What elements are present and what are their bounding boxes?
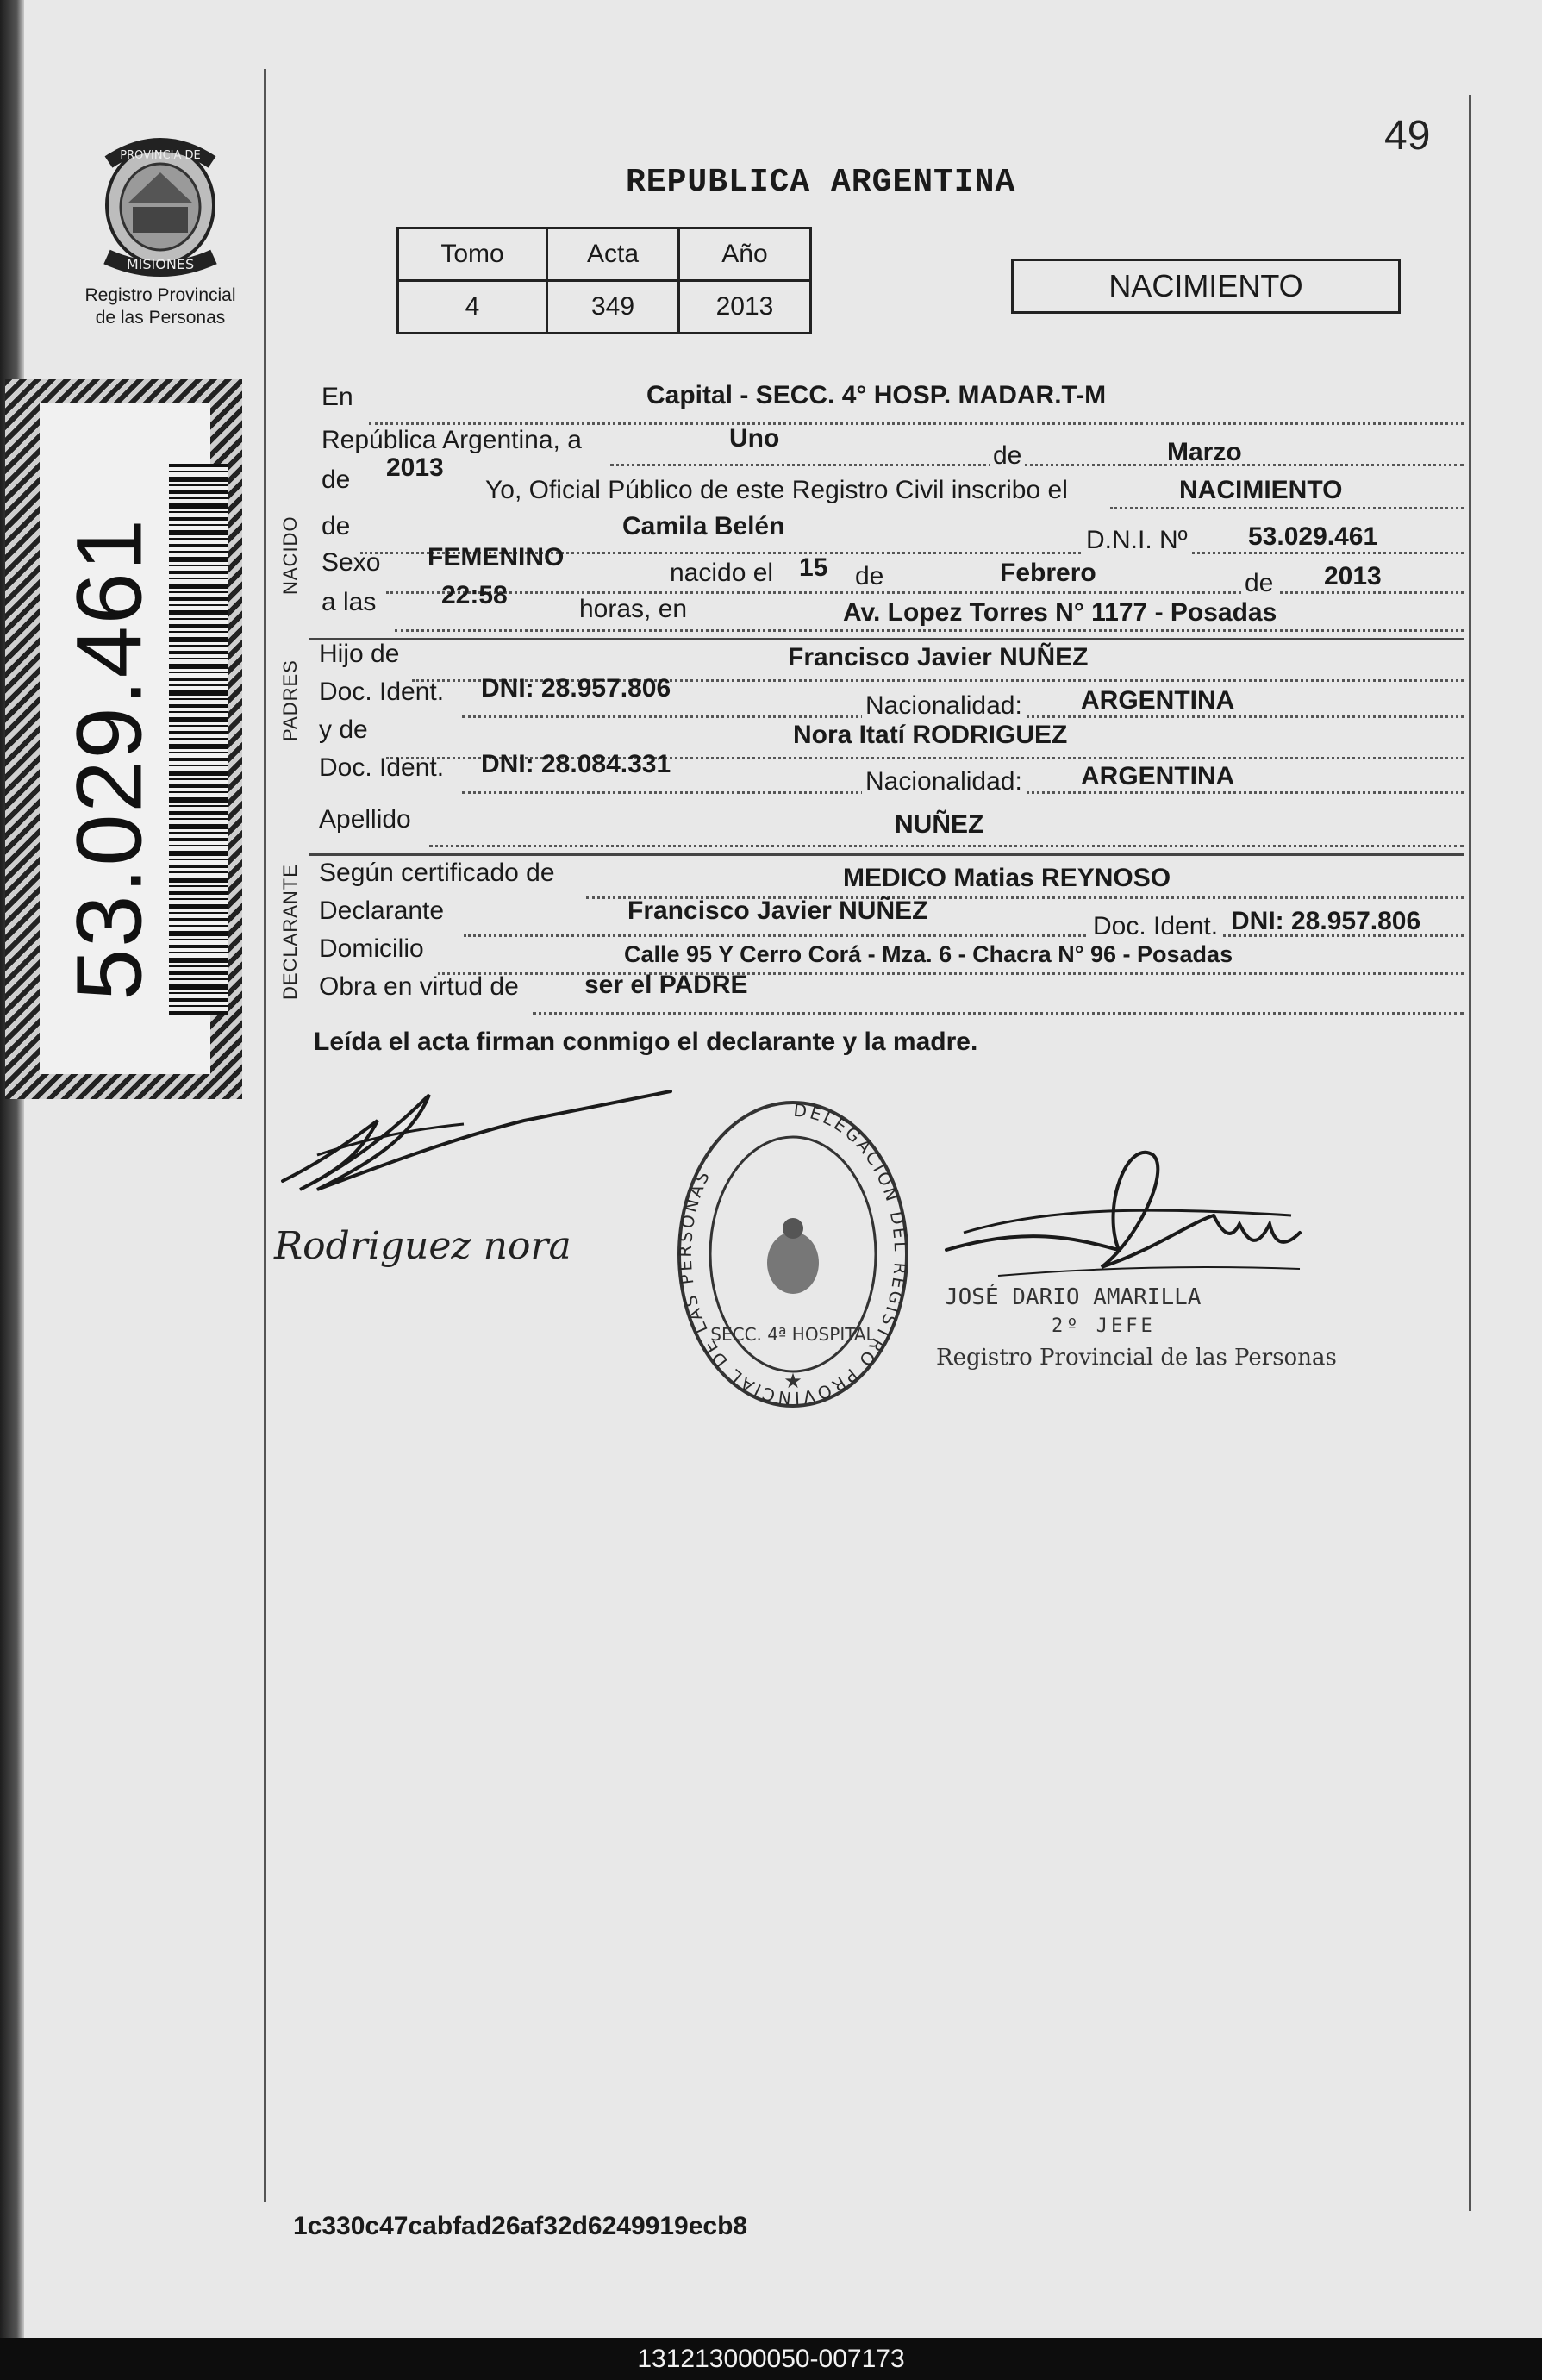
value-apellido: NUÑEZ bbox=[895, 810, 984, 839]
registry-caption-line1: Registro Provincial bbox=[84, 285, 236, 305]
label-nac-madre: Nacionalidad: bbox=[862, 767, 1026, 796]
value-lugar-registro: Capital - SECC. 4° HOSP. MADAR.T-M bbox=[646, 381, 1107, 409]
padres-section-rule bbox=[309, 638, 1464, 640]
value-hora: 22:58 bbox=[441, 581, 508, 609]
value-padre: Francisco Javier NUÑEZ bbox=[788, 643, 1089, 672]
right-margin-rule bbox=[1469, 95, 1471, 2211]
acta-value: 349 bbox=[547, 281, 679, 334]
label-de-anio: de bbox=[322, 465, 351, 494]
label-nacido-el: nacido el bbox=[666, 559, 777, 588]
label-y-de: y de bbox=[319, 715, 368, 744]
officer-role: 2º JEFE bbox=[1052, 1315, 1156, 1337]
anio-header: Año bbox=[679, 228, 811, 281]
value-lugar-nacimiento: Av. Lopez Torres N° 1177 - Posadas bbox=[843, 598, 1277, 627]
document-page bbox=[24, 0, 1542, 2338]
value-nombre: Camila Belén bbox=[622, 512, 785, 540]
dots-sexo bbox=[386, 591, 1464, 594]
section-label-declarante: DECLARANTE bbox=[279, 864, 301, 1000]
label-doc-madre: Doc. Ident. bbox=[319, 753, 445, 782]
closing-statement: Leída el acta firman conmigo el declarante y la madre. bbox=[314, 1028, 978, 1056]
label-en: En bbox=[322, 383, 353, 411]
value-doc-madre: DNI: 28.084.331 bbox=[481, 750, 671, 778]
officer-name: JOSÉ DARIO AMARILLA bbox=[945, 1284, 1202, 1310]
officer-signature bbox=[929, 1121, 1308, 1293]
svg-text:★: ★ bbox=[783, 1370, 802, 1393]
document-heading: REPUBLICA ARGENTINA bbox=[626, 164, 1016, 201]
stamp-ring-text: DELEGACION DEL REGISTRO PROVINCIAL DE LAS PERSONAS bbox=[674, 1099, 912, 1409]
acta-header-row bbox=[398, 228, 811, 281]
dots-obra bbox=[533, 1012, 1464, 1015]
section-label-nacido: NACIDO bbox=[279, 515, 301, 595]
label-horas-en: horas, en bbox=[576, 595, 690, 624]
acta-reference-table bbox=[396, 227, 812, 334]
mother-signature: Rodriguez nora bbox=[274, 1224, 571, 1268]
label-declarante: Declarante bbox=[319, 896, 445, 925]
label-obra: Obra en virtud de bbox=[319, 972, 519, 1001]
page-number: 49 bbox=[1384, 113, 1431, 159]
section-label-padres: PADRES bbox=[279, 659, 301, 741]
registry-caption-line2: de las Personas bbox=[95, 308, 226, 328]
dots-hora bbox=[395, 629, 1464, 632]
barcode-label bbox=[5, 379, 242, 1099]
book-spine-edge bbox=[0, 0, 24, 2338]
registry-caption bbox=[57, 284, 264, 329]
record-type-box: NACIMIENTO bbox=[1011, 259, 1401, 314]
label-nombre: de bbox=[322, 512, 351, 540]
value-nac-mes: Febrero bbox=[1000, 559, 1096, 587]
label-apellido: Apellido bbox=[319, 805, 411, 834]
value-certificado: MEDICO Matias REYNOSO bbox=[843, 864, 1171, 892]
value-dni: 53.029.461 bbox=[1248, 522, 1378, 551]
value-dia: Uno bbox=[729, 424, 780, 453]
value-anio: 2013 bbox=[386, 453, 444, 482]
label-nac-de: de bbox=[852, 562, 887, 591]
tomo-header: Tomo bbox=[398, 228, 547, 281]
value-nac-dia: 15 bbox=[799, 553, 828, 582]
value-nac-padre: ARGENTINA bbox=[1081, 686, 1235, 715]
acta-header: Acta bbox=[547, 228, 679, 281]
scan-id: 131213000050-007173 bbox=[637, 2345, 905, 2373]
officer-office: Registro Provincial de las Personas bbox=[936, 1345, 1337, 1371]
value-doc-padre: DNI: 28.957.806 bbox=[481, 674, 671, 703]
label-nac-de2: de bbox=[1241, 569, 1277, 598]
svg-text:PROVINCIA DE: PROVINCIA DE bbox=[120, 149, 201, 162]
declarant-signature bbox=[265, 1060, 679, 1198]
label-sexo: Sexo bbox=[322, 548, 381, 577]
acta-value-row bbox=[398, 281, 811, 334]
value-nac-madre: ARGENTINA bbox=[1081, 762, 1235, 790]
province-seal-logo bbox=[83, 128, 238, 283]
anio-value: 2013 bbox=[679, 281, 811, 334]
label-nac-padre: Nacionalidad: bbox=[862, 691, 1026, 721]
declarante-section-rule bbox=[309, 853, 1464, 856]
label-republica: República Argentina, a bbox=[322, 426, 582, 454]
dots-en bbox=[369, 422, 1464, 425]
value-declarante: Francisco Javier NUÑEZ bbox=[627, 896, 928, 925]
value-sexo: FEMENINO bbox=[428, 543, 565, 572]
dots-apellido bbox=[429, 845, 1464, 847]
value-nac-anio: 2013 bbox=[1324, 562, 1382, 590]
label-de-mes: de bbox=[990, 441, 1025, 471]
tomo-value: 4 bbox=[398, 281, 547, 334]
value-mes: Marzo bbox=[1167, 438, 1242, 466]
label-doc-padre: Doc. Ident. bbox=[319, 678, 445, 706]
dots-republica bbox=[610, 464, 1464, 466]
label-hijo-de: Hijo de bbox=[319, 640, 400, 668]
label-doc-declarante: Doc. Ident. bbox=[1089, 912, 1221, 941]
document-hash: 1c330c47cabfad26af32d6249919ecb8 bbox=[293, 2212, 748, 2240]
svg-text:MISIONES: MISIONES bbox=[126, 256, 195, 272]
official-stamp bbox=[672, 1090, 914, 1418]
dots-inscribo bbox=[1110, 507, 1464, 509]
value-madre: Nora Itatí RODRIGUEZ bbox=[793, 721, 1068, 749]
value-domicilio: Calle 95 Y Cerro Corá - Mza. 6 - Chacra N° 96 - Posadas bbox=[624, 941, 1233, 967]
stamp-center-text: SECC. 4ª HOSPITAL bbox=[710, 1324, 876, 1345]
value-doc-declarante: DNI: 28.957.806 bbox=[1231, 907, 1421, 935]
barcode-number: 53.029.461 bbox=[56, 517, 161, 1001]
barcode-inner bbox=[40, 403, 210, 1074]
text-oficial: Yo, Oficial Público de este Registro Civil inscribo el bbox=[485, 476, 1068, 504]
label-domicilio: Domicilio bbox=[319, 934, 424, 963]
label-a-las: a las bbox=[322, 588, 377, 616]
value-inscribo: NACIMIENTO bbox=[1179, 476, 1343, 504]
value-obra: ser el PADRE bbox=[584, 971, 748, 999]
label-certificado: Según certificado de bbox=[319, 859, 555, 887]
barcode-bars bbox=[169, 464, 228, 1015]
label-dni: D.N.I. Nº bbox=[1083, 526, 1191, 555]
